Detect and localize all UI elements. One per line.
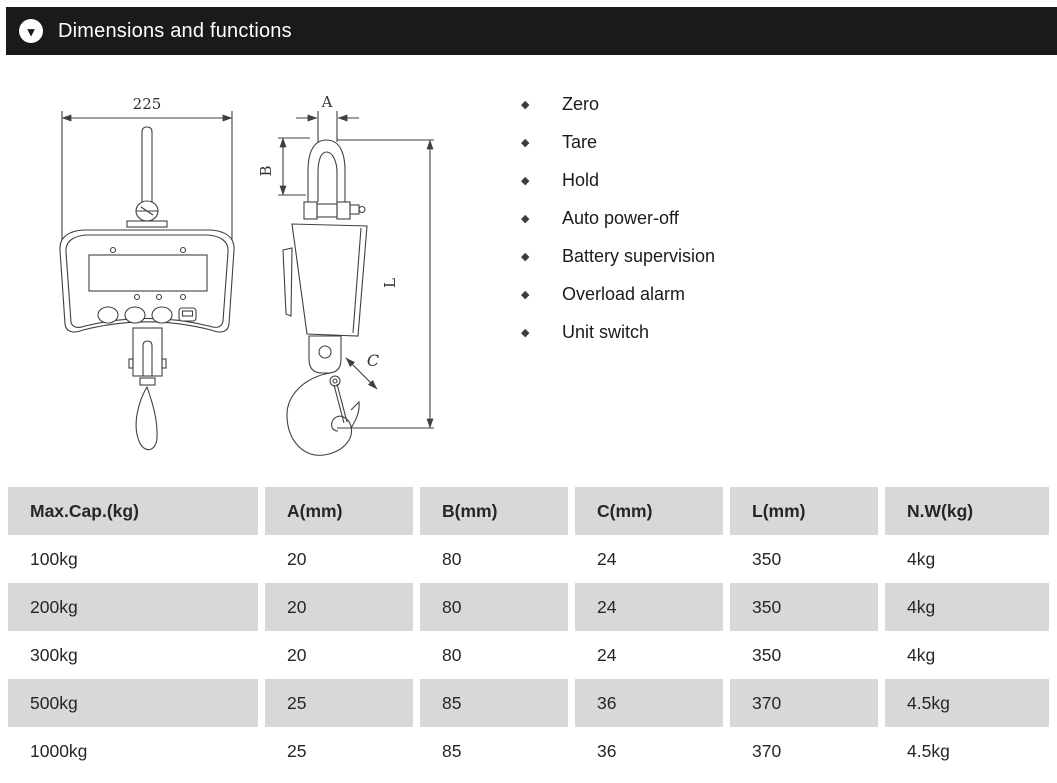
feature-item-unit-switch [521,313,715,351]
table-cell: 20 [265,535,413,583]
table-cell: 350 [730,631,878,679]
table-cell: 4kg [885,535,1049,583]
down-triangle-glyph: ▼ [24,24,38,39]
table-cell: 4.5kg [885,679,1049,727]
table-cell: 36 [575,679,723,727]
table-cell: 350 [730,535,878,583]
table-cell: 25 [265,679,413,727]
table-row [8,631,1049,679]
front-view-drawing [60,95,234,450]
column-header-l: L(mm) [730,487,878,535]
column-header-max-cap: Max.Cap.(kg) [8,487,258,535]
feature-label: Battery supervision [562,245,716,266]
table-cell: 80 [420,631,568,679]
table-cell: 85 [420,679,568,727]
table-cell: 20 [265,631,413,679]
table-cell: 200kg [8,583,258,631]
feature-label: Hold [562,169,600,190]
table-cell: 24 [575,535,723,583]
feature-list [521,85,715,351]
table-cell: 36 [575,727,723,775]
diamond-bullet-icon: ◆ [521,136,530,149]
dim-label-b: B [257,165,275,177]
table-cell: 20 [265,583,413,631]
section-header-bar[interactable] [6,7,1057,55]
table-cell: 4.5kg [885,727,1049,775]
diamond-bullet-icon: ◆ [521,326,530,339]
table-row [8,727,1049,775]
section-title: Dimensions and functions [58,19,292,42]
table-cell: 300kg [8,631,258,679]
table-cell: 85 [420,727,568,775]
feature-item-overload-alarm [521,275,715,313]
column-header-a: A(mm) [265,487,413,535]
table-row [8,679,1049,727]
feature-item-zero [521,85,715,123]
dim-label-225: 225 [132,95,162,113]
crane-scale-drawing [40,78,510,476]
spec-table [8,487,1049,775]
diamond-bullet-icon: ◆ [521,288,530,301]
side-view-drawing [257,93,434,455]
feature-item-hold [521,161,715,199]
feature-label: Overload alarm [562,283,686,304]
table-cell: 25 [265,727,413,775]
diamond-bullet-icon: ◆ [521,212,530,225]
diamond-bullet-icon: ◆ [521,174,530,187]
table-cell: 500kg [8,679,258,727]
dim-label-a: A [321,93,333,111]
table-cell: 80 [420,535,568,583]
table-cell: 4kg [885,583,1049,631]
feature-label: Auto power-off [562,207,679,228]
feature-item-tare [521,123,715,161]
dim-label-c: C [366,351,380,370]
table-cell: 4kg [885,631,1049,679]
collapse-arrow-icon[interactable] [19,19,43,43]
diamond-bullet-icon: ◆ [521,98,530,111]
dim-label-l: L [381,278,399,288]
column-header-nw: N.W(kg) [885,487,1049,535]
table-cell: 370 [730,679,878,727]
table-cell: 370 [730,727,878,775]
table-cell: 1000kg [8,727,258,775]
column-header-c: C(mm) [575,487,723,535]
table-cell: 24 [575,583,723,631]
table-row [8,535,1049,583]
table-row [8,583,1049,631]
feature-label: Tare [562,131,598,152]
table-cell: 350 [730,583,878,631]
technical-drawing [40,78,510,481]
column-header-b: B(mm) [420,487,568,535]
diamond-bullet-icon: ◆ [521,250,530,263]
feature-label: Zero [562,93,600,114]
table-cell: 100kg [8,535,258,583]
feature-item-auto-power-off [521,199,715,237]
feature-item-battery-supervision [521,237,715,275]
table-header-row [8,487,1049,535]
table-cell: 24 [575,631,723,679]
feature-label: Unit switch [562,321,650,342]
table-cell: 80 [420,583,568,631]
